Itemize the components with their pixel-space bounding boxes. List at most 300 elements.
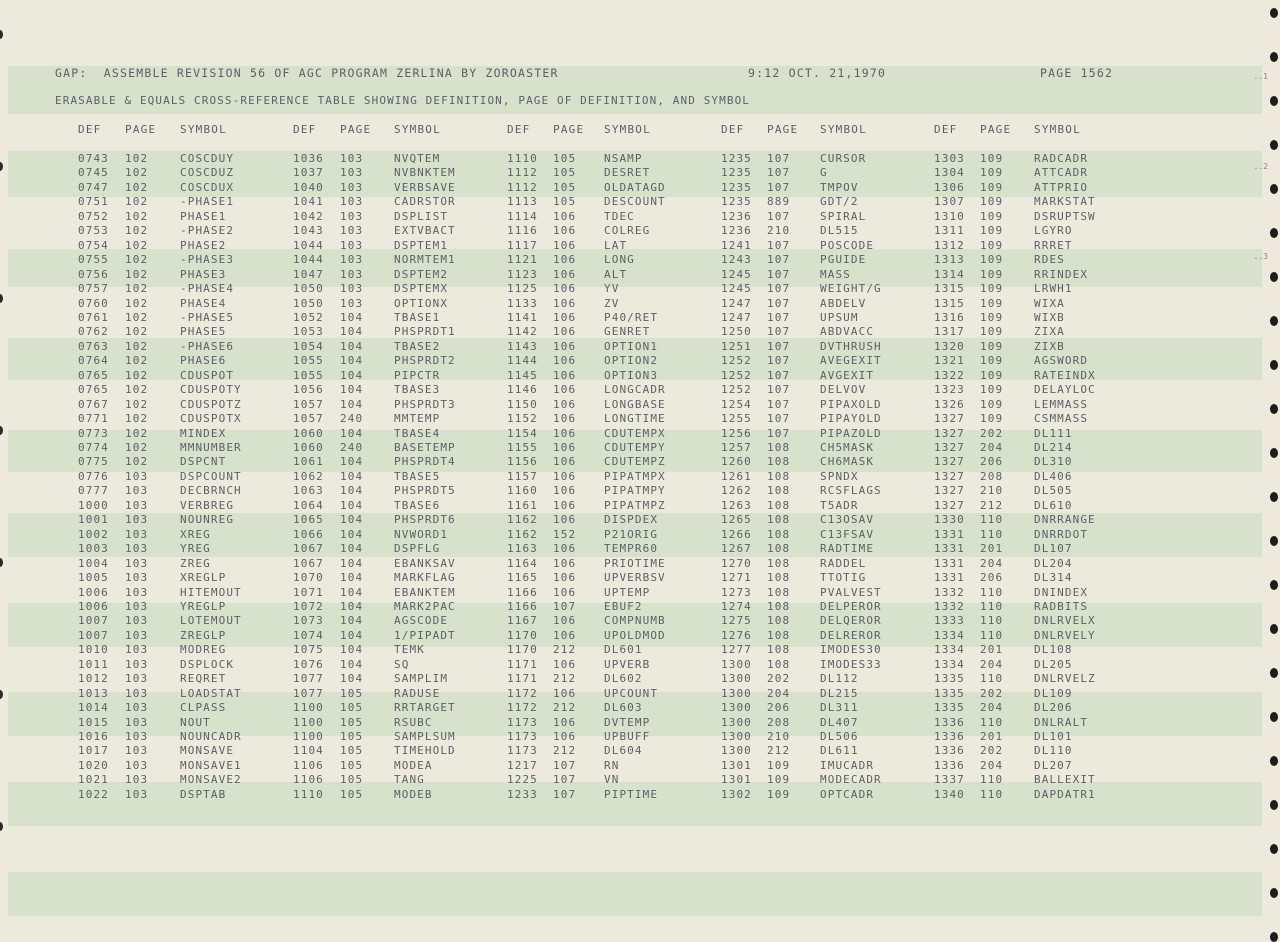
table-subtitle: ERASABLE & EQUALS CROSS-REFERENCE TABLE SHOWING DEFINITION, PAGE OF DEFINITION, AND SYMBOL xyxy=(55,94,751,107)
page-value: 107 xyxy=(767,339,791,353)
symbol-name: PHSPRDT3 xyxy=(394,397,456,411)
symbol-name: RRTARGET xyxy=(394,701,456,715)
symbol-name: RCSFLAGS xyxy=(820,484,882,498)
symbol-name: DESRET xyxy=(604,166,651,180)
page-value: 104 xyxy=(340,383,364,397)
def-value: 1316 xyxy=(934,310,965,324)
def-value: 1036 xyxy=(293,152,324,165)
def-value: 1313 xyxy=(934,253,965,267)
symbol-name: COLREG xyxy=(604,224,651,238)
symbol-name: DESCOUNT xyxy=(604,195,666,209)
page-value: 107 xyxy=(767,310,791,324)
symbol-name: PIPAXOLD xyxy=(820,397,882,411)
symbol-name: MODEB xyxy=(394,787,433,801)
def-value: 1172 xyxy=(507,701,538,715)
def-value: 1013 xyxy=(78,686,109,700)
def-value: 1332 xyxy=(934,585,965,599)
def-value: 0756 xyxy=(78,267,109,281)
tractor-hole xyxy=(1270,8,1278,18)
page-value: 104 xyxy=(340,426,364,440)
def-value: 1300 xyxy=(721,701,752,715)
def-value: 1152 xyxy=(507,412,538,426)
def-value: 1074 xyxy=(293,628,324,642)
page-value: 109 xyxy=(980,267,1004,281)
symbol-name: CDUTEMPX xyxy=(604,426,666,440)
def-value: 0757 xyxy=(78,282,109,296)
page-value: 106 xyxy=(553,628,577,642)
page-value: 107 xyxy=(767,368,791,382)
assembly-title: GAP: ASSEMBLE REVISION 56 OF AGC PROGRAM ZERLINA BY ZOROASTER xyxy=(55,66,559,80)
page-value: 103 xyxy=(125,686,149,700)
def-value: 1265 xyxy=(721,513,752,527)
page-value: 106 xyxy=(553,267,577,281)
def-value: 0743 xyxy=(78,152,109,165)
symbol-name: SPNDX xyxy=(820,469,859,483)
green-band xyxy=(8,872,1262,916)
page-value: 204 xyxy=(980,657,1004,671)
page-value: 210 xyxy=(980,484,1004,498)
def-value: 1301 xyxy=(721,773,752,787)
symbol-name: DELPEROR xyxy=(820,599,882,613)
def-value: 1142 xyxy=(507,325,538,339)
page-value: 107 xyxy=(767,412,791,426)
tractor-hole xyxy=(1270,448,1278,458)
symbol-name: XREG xyxy=(180,527,211,541)
def-value: 1067 xyxy=(293,542,324,556)
def-value: 1340 xyxy=(934,787,965,801)
symbol-name: DNRRANGE xyxy=(1034,513,1096,527)
def-value: 1300 xyxy=(721,686,752,700)
tractor-hole xyxy=(1270,360,1278,370)
symbol-name: CDUSPOTX xyxy=(180,412,242,426)
symbol-name: COSCDUZ xyxy=(180,166,235,180)
page-value: 109 xyxy=(980,339,1004,353)
column-header-symbol: SYMBOL xyxy=(604,123,651,136)
def-value: 0777 xyxy=(78,484,109,498)
def-value: 1217 xyxy=(507,758,538,772)
column-header-symbol: SYMBOL xyxy=(1034,123,1081,136)
symbol-name: DL205 xyxy=(1034,657,1073,671)
page-value: 110 xyxy=(980,585,1004,599)
symbol-name: RSUBC xyxy=(394,715,433,729)
def-value: 1044 xyxy=(293,253,324,267)
def-value: 0762 xyxy=(78,325,109,339)
def-value: 1104 xyxy=(293,744,324,758)
symbol-name: DL215 xyxy=(820,686,859,700)
symbol-name: PHSPRDT1 xyxy=(394,325,456,339)
def-value: 1066 xyxy=(293,527,324,541)
def-value: 1004 xyxy=(78,556,109,570)
symbol-name: P40/RET xyxy=(604,310,659,324)
tractor-hole xyxy=(0,558,3,567)
page-value: 109 xyxy=(980,296,1004,310)
page-value: 102 xyxy=(125,354,149,368)
symbol-name: PIPAZOLD xyxy=(820,426,882,440)
def-value: 0773 xyxy=(78,426,109,440)
symbol-name: YREGLP xyxy=(180,599,227,613)
def-value: 1075 xyxy=(293,643,324,657)
page-value: 104 xyxy=(340,325,364,339)
def-value: 1330 xyxy=(934,513,965,527)
def-value: 1106 xyxy=(293,758,324,772)
def-value: 1162 xyxy=(507,513,538,527)
page-value: 107 xyxy=(553,599,577,613)
symbol-name: PHASE6 xyxy=(180,354,227,368)
symbol-name: SPIRAL xyxy=(820,209,867,223)
symbol-name: ALT xyxy=(604,267,628,281)
page-value: 106 xyxy=(553,412,577,426)
symbol-name: IMODES30 xyxy=(820,643,882,657)
def-value: 1317 xyxy=(934,325,965,339)
def-value: 1243 xyxy=(721,253,752,267)
def-value: 1267 xyxy=(721,542,752,556)
def-value: 0775 xyxy=(78,455,109,469)
def-value: 1274 xyxy=(721,599,752,613)
page-value: 106 xyxy=(553,484,577,498)
def-value: 1040 xyxy=(293,180,324,194)
symbol-name: DSRUPTSW xyxy=(1034,209,1096,223)
def-value: 1333 xyxy=(934,614,965,628)
page-value: 102 xyxy=(125,152,149,165)
def-value: 1154 xyxy=(507,426,538,440)
symbol-name: POSCODE xyxy=(820,238,875,252)
symbol-name: MINDEX xyxy=(180,426,227,440)
page-value: 103 xyxy=(340,209,364,223)
def-value: 1335 xyxy=(934,672,965,686)
page-value: 102 xyxy=(125,426,149,440)
def-value: 1006 xyxy=(78,599,109,613)
symbol-name: DNRRDOT xyxy=(1034,527,1089,541)
symbol-name: TEMPR60 xyxy=(604,542,659,556)
page-value: 108 xyxy=(767,527,791,541)
page-value: 212 xyxy=(553,643,577,657)
def-value: 1336 xyxy=(934,744,965,758)
symbol-name: OPTCADR xyxy=(820,787,875,801)
symbol-name: DL107 xyxy=(1034,542,1073,556)
page-value: 889 xyxy=(767,195,791,209)
page-number: PAGE 1562 xyxy=(1040,66,1114,80)
symbol-name: DL601 xyxy=(604,643,643,657)
symbol-name: C13FSAV xyxy=(820,527,875,541)
def-value: 1241 xyxy=(721,238,752,252)
page-value: 102 xyxy=(125,166,149,180)
page-value: 204 xyxy=(980,701,1004,715)
tractor-hole xyxy=(0,426,3,435)
page-value: 212 xyxy=(553,744,577,758)
page-value: 106 xyxy=(553,426,577,440)
column-header-def: DEF xyxy=(721,123,745,136)
page-value: 109 xyxy=(980,152,1004,165)
symbol-name: UPSUM xyxy=(820,310,859,324)
tractor-hole xyxy=(1270,668,1278,678)
def-value: 1321 xyxy=(934,354,965,368)
symbol-name: NOUNCADR xyxy=(180,730,242,743)
tractor-hole xyxy=(1270,316,1278,326)
column-header-page: PAGE xyxy=(980,123,1012,136)
page-value: 105 xyxy=(553,166,577,180)
page-value: 108 xyxy=(767,599,791,613)
def-value: 1146 xyxy=(507,383,538,397)
page-value: 104 xyxy=(340,310,364,324)
def-value: 1300 xyxy=(721,672,752,686)
symbol-name: LAT xyxy=(604,238,628,252)
def-value: 1335 xyxy=(934,686,965,700)
def-value: 1123 xyxy=(507,267,538,281)
def-value: 1056 xyxy=(293,383,324,397)
symbol-name: PHSPRDT2 xyxy=(394,354,456,368)
def-value: 1277 xyxy=(721,643,752,657)
symbol-name: TDEC xyxy=(604,209,635,223)
symbol-name: DSPFLG xyxy=(394,542,441,556)
symbol-name: DVTHRUSH xyxy=(820,339,882,353)
def-value: 1164 xyxy=(507,556,538,570)
symbol-name: TMPOV xyxy=(820,180,859,194)
symbol-name: CURSOR xyxy=(820,152,867,165)
symbol-name: CDUTEMPY xyxy=(604,441,666,454)
page-value: 206 xyxy=(980,455,1004,469)
symbol-name: DL515 xyxy=(820,224,859,238)
symbol-name: XREGLP xyxy=(180,571,227,585)
page-value: 106 xyxy=(553,513,577,527)
page-value: 107 xyxy=(767,296,791,310)
symbol-name: DL206 xyxy=(1034,701,1073,715)
def-value: 1042 xyxy=(293,209,324,223)
tractor-hole xyxy=(1270,52,1278,62)
page-value: 103 xyxy=(340,180,364,194)
symbol-name: UPBUFF xyxy=(604,730,651,743)
tractor-hole xyxy=(1270,888,1278,898)
symbol-name: DL111 xyxy=(1034,426,1073,440)
page-value: 102 xyxy=(125,296,149,310)
def-value: 1167 xyxy=(507,614,538,628)
page-value: 204 xyxy=(767,686,791,700)
symbol-name: TANG xyxy=(394,773,425,787)
page-value: 108 xyxy=(767,571,791,585)
symbol-name: CADRSTOR xyxy=(394,195,456,209)
symbol-name: DL407 xyxy=(820,715,859,729)
symbol-name: YV xyxy=(604,282,620,296)
symbol-name: RRINDEX xyxy=(1034,267,1089,281)
symbol-name: CDUSPOT xyxy=(180,368,235,382)
page-value: 108 xyxy=(767,643,791,657)
def-value: 1141 xyxy=(507,310,538,324)
page-value: 240 xyxy=(340,412,364,426)
page-value: 103 xyxy=(125,585,149,599)
def-value: 1334 xyxy=(934,657,965,671)
def-value: 1133 xyxy=(507,296,538,310)
page-value: 102 xyxy=(125,180,149,194)
page-value: 107 xyxy=(767,325,791,339)
page-value: 109 xyxy=(980,180,1004,194)
page-value: 210 xyxy=(767,730,791,743)
tractor-hole xyxy=(1270,272,1278,282)
def-value: 1010 xyxy=(78,643,109,657)
symbol-name: PIPATMPZ xyxy=(604,498,666,512)
page-value: 105 xyxy=(340,758,364,772)
symbol-name: MODREG xyxy=(180,643,227,657)
symbol-name: DSPTEMX xyxy=(394,282,449,296)
page-value: 102 xyxy=(125,253,149,267)
symbol-name: CH5MASK xyxy=(820,441,875,454)
symbol-name: OPTION2 xyxy=(604,354,659,368)
def-value: 1247 xyxy=(721,310,752,324)
page-value: 102 xyxy=(125,310,149,324)
def-value: 1261 xyxy=(721,469,752,483)
page-value: 102 xyxy=(125,224,149,238)
symbol-name: TBASE4 xyxy=(394,426,441,440)
def-value: 1063 xyxy=(293,484,324,498)
page-value: 109 xyxy=(980,238,1004,252)
def-value: 1166 xyxy=(507,585,538,599)
def-value: 1233 xyxy=(507,787,538,801)
page-value: 103 xyxy=(340,253,364,267)
page-value: 110 xyxy=(980,628,1004,642)
def-value: 0776 xyxy=(78,469,109,483)
def-value: 1327 xyxy=(934,426,965,440)
def-value: 1306 xyxy=(934,180,965,194)
symbol-name: VERBREG xyxy=(180,498,235,512)
page-value: 103 xyxy=(340,238,364,252)
def-value: 1327 xyxy=(934,441,965,454)
page-value: 105 xyxy=(340,787,364,801)
def-value: 1044 xyxy=(293,238,324,252)
symbol-name: MODECADR xyxy=(820,773,882,787)
page-value: 109 xyxy=(980,325,1004,339)
symbol-name: PHSPRDT4 xyxy=(394,455,456,469)
page-value: 106 xyxy=(553,325,577,339)
def-value: 1067 xyxy=(293,556,324,570)
def-value: 0764 xyxy=(78,354,109,368)
page-value: 103 xyxy=(125,715,149,729)
page-value: 108 xyxy=(767,484,791,498)
symbol-name: G xyxy=(820,166,828,180)
def-value: 1335 xyxy=(934,701,965,715)
tractor-hole xyxy=(1270,712,1278,722)
def-value: 1337 xyxy=(934,773,965,787)
symbol-name: ZREGLP xyxy=(180,628,227,642)
symbol-name: OPTION3 xyxy=(604,368,659,382)
page-value: 106 xyxy=(553,542,577,556)
page-value: 206 xyxy=(767,701,791,715)
column-header-def: DEF xyxy=(293,123,317,136)
page-value: 103 xyxy=(125,571,149,585)
def-value: 1300 xyxy=(721,715,752,729)
def-value: 1255 xyxy=(721,412,752,426)
symbol-name: DSPCNT xyxy=(180,455,227,469)
symbol-name: DL101 xyxy=(1034,730,1073,743)
page-value: 106 xyxy=(553,282,577,296)
def-value: 1021 xyxy=(78,773,109,787)
page-value: 110 xyxy=(980,787,1004,801)
print-timestamp: 9:12 OCT. 21,1970 xyxy=(748,66,887,80)
column-header-symbol: SYMBOL xyxy=(180,123,227,136)
symbol-name: NVBNKTEM xyxy=(394,166,456,180)
def-value: 1266 xyxy=(721,527,752,541)
symbol-name: DL406 xyxy=(1034,469,1073,483)
page-value: 106 xyxy=(553,498,577,512)
def-value: 1271 xyxy=(721,571,752,585)
symbol-name: DSPTAB xyxy=(180,787,227,801)
def-value: 1331 xyxy=(934,542,965,556)
page-value: 104 xyxy=(340,354,364,368)
page-value: 105 xyxy=(340,744,364,758)
def-value: 0751 xyxy=(78,195,109,209)
page-value: 102 xyxy=(125,267,149,281)
def-value: 1112 xyxy=(507,166,538,180)
def-value: 1100 xyxy=(293,715,324,729)
page-value: 107 xyxy=(767,354,791,368)
page-value: 110 xyxy=(980,672,1004,686)
page-value: 110 xyxy=(980,513,1004,527)
def-value: 1256 xyxy=(721,426,752,440)
page-value: 106 xyxy=(553,224,577,238)
symbol-name: GDT/2 xyxy=(820,195,859,209)
page-value: 106 xyxy=(553,556,577,570)
symbol-name: DELREROR xyxy=(820,628,882,642)
def-value: 1300 xyxy=(721,657,752,671)
def-value: 1173 xyxy=(507,744,538,758)
symbol-name: PHSPRDT5 xyxy=(394,484,456,498)
def-value: 0761 xyxy=(78,310,109,324)
def-value: 1062 xyxy=(293,469,324,483)
page-value: 108 xyxy=(767,498,791,512)
def-value: 1100 xyxy=(293,730,324,743)
page-value: 106 xyxy=(553,339,577,353)
def-value: 1166 xyxy=(507,599,538,613)
def-value: 1016 xyxy=(78,730,109,743)
def-value: 1007 xyxy=(78,628,109,642)
page-value: 103 xyxy=(340,224,364,238)
def-value: 1257 xyxy=(721,441,752,454)
page-value: 107 xyxy=(553,758,577,772)
page-value: 103 xyxy=(125,657,149,671)
symbol-name: TIMEHOLD xyxy=(394,744,456,758)
symbol-name: DL310 xyxy=(1034,455,1073,469)
symbol-name: RADCADR xyxy=(1034,152,1089,165)
symbol-name: SAMPLIM xyxy=(394,672,449,686)
page-value: 110 xyxy=(980,527,1004,541)
margin-mark: ..3 xyxy=(1253,252,1268,261)
symbol-name: CH6MASK xyxy=(820,455,875,469)
symbol-name: LGYRO xyxy=(1034,224,1073,238)
def-value: 1276 xyxy=(721,628,752,642)
page-value: 108 xyxy=(767,556,791,570)
def-value: 1006 xyxy=(78,585,109,599)
symbol-name: MONSAVE1 xyxy=(180,758,242,772)
def-value: 1157 xyxy=(507,469,538,483)
def-value: 1172 xyxy=(507,686,538,700)
symbol-name: IMODES33 xyxy=(820,657,882,671)
def-value: 1052 xyxy=(293,310,324,324)
column-header-page: PAGE xyxy=(553,123,585,136)
page-value: 106 xyxy=(553,455,577,469)
def-value: 1247 xyxy=(721,296,752,310)
column-header-def: DEF xyxy=(507,123,531,136)
def-value: 0774 xyxy=(78,441,109,454)
page-value: 109 xyxy=(980,397,1004,411)
def-value: 1156 xyxy=(507,455,538,469)
def-value: 1331 xyxy=(934,571,965,585)
page-value: 109 xyxy=(980,412,1004,426)
def-value: 1336 xyxy=(934,730,965,743)
symbol-name: DSPLIST xyxy=(394,209,449,223)
page-value: 103 xyxy=(125,498,149,512)
page-value: 109 xyxy=(767,773,791,787)
page-value: 103 xyxy=(340,166,364,180)
symbol-name: RADTIME xyxy=(820,542,875,556)
page-value: 108 xyxy=(767,628,791,642)
symbol-name: PIPATMPX xyxy=(604,469,666,483)
